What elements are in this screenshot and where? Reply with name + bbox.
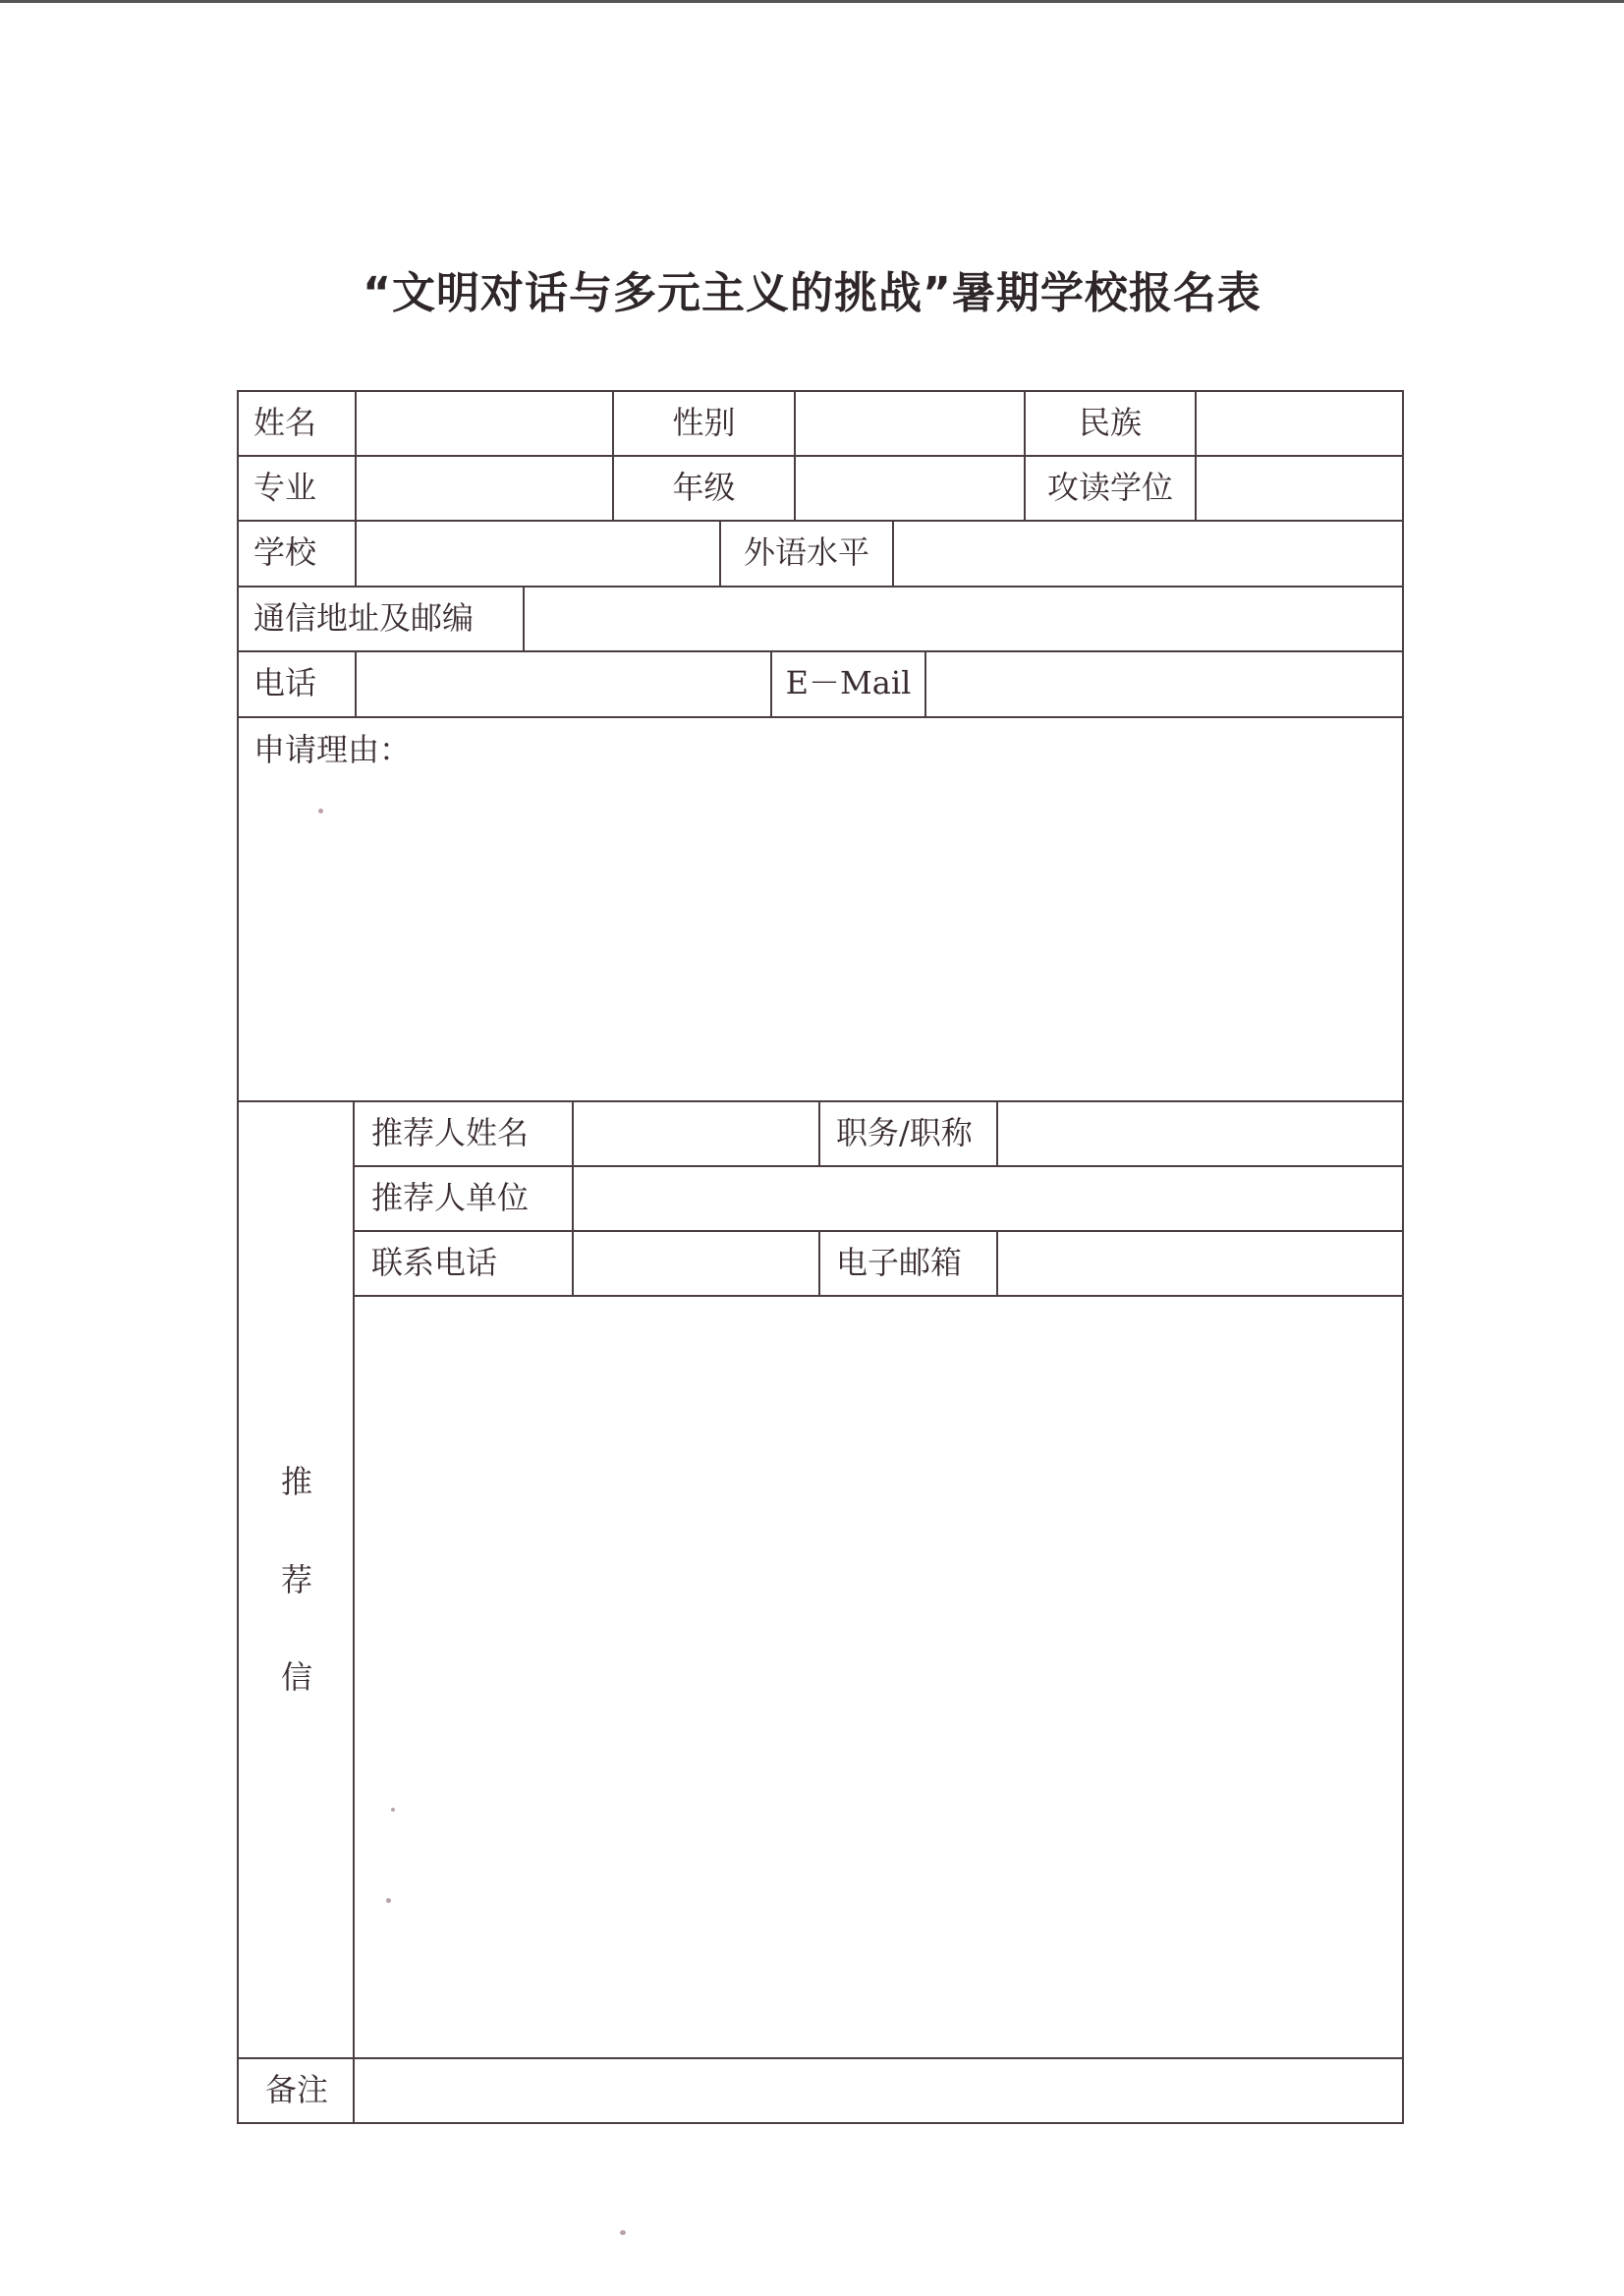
col-line xyxy=(818,1100,820,1166)
address-field[interactable] xyxy=(525,588,1402,650)
label-contact-email: 电子邮箱 xyxy=(836,1244,963,1281)
scan-edge-line xyxy=(0,0,1624,3)
scan-speck xyxy=(391,1808,395,1812)
ethnicity-field[interactable] xyxy=(1197,392,1402,455)
label-gender: 性别 xyxy=(672,404,736,441)
label-recommendation-char-2: 荐 xyxy=(281,1561,313,1598)
label-referee-name: 推荐人姓名 xyxy=(371,1114,530,1151)
label-referee-title: 职务/职称 xyxy=(836,1114,973,1151)
label-ethnicity: 民族 xyxy=(1078,404,1142,441)
school-field[interactable] xyxy=(357,522,719,586)
col-line xyxy=(818,1230,820,1297)
label-remarks: 备注 xyxy=(265,2071,329,2108)
scan-speck xyxy=(620,2230,626,2235)
referee-unit-field[interactable] xyxy=(574,1167,1402,1230)
contact-phone-field[interactable] xyxy=(574,1232,818,1295)
gender-field[interactable] xyxy=(796,392,1024,455)
referee-name-field[interactable] xyxy=(574,1102,818,1165)
label-referee-unit: 推荐人单位 xyxy=(371,1179,530,1216)
label-name: 姓名 xyxy=(253,404,317,441)
major-field[interactable] xyxy=(357,457,612,520)
label-recommendation-char-1: 推 xyxy=(281,1463,313,1500)
label-phone: 电话 xyxy=(253,664,317,701)
email-field[interactable] xyxy=(926,652,1402,716)
degree-field[interactable] xyxy=(1197,457,1402,520)
label-email: E－Mail xyxy=(785,664,912,701)
label-language-level: 外语水平 xyxy=(743,533,869,571)
label-reason: 申请理由： xyxy=(253,731,412,768)
label-grade: 年级 xyxy=(672,469,736,506)
label-address: 通信地址及邮编 xyxy=(253,599,475,637)
label-contact-phone: 联系电话 xyxy=(371,1244,498,1281)
label-major: 专业 xyxy=(253,469,317,506)
language-level-field[interactable] xyxy=(894,522,1402,586)
phone-field[interactable] xyxy=(357,652,770,716)
contact-email-field[interactable] xyxy=(998,1232,1402,1295)
grade-field[interactable] xyxy=(796,457,1024,520)
label-recommendation-char-3: 信 xyxy=(281,1658,313,1696)
recommendation-letter-field[interactable] xyxy=(355,1297,1402,2057)
table-bottom-border xyxy=(237,2122,1404,2124)
reason-field[interactable] xyxy=(239,776,1402,1100)
label-degree: 攻读学位 xyxy=(1046,469,1173,506)
form-title: “文明对话与多元主义的挑战”暑期学校报名表 xyxy=(363,268,1261,318)
referee-title-field[interactable] xyxy=(998,1102,1402,1165)
scan-speck xyxy=(318,809,323,813)
label-school: 学校 xyxy=(253,533,317,571)
scan-speck xyxy=(386,1898,391,1903)
remarks-field[interactable] xyxy=(355,2059,1402,2122)
row-line xyxy=(237,716,1404,718)
name-field[interactable] xyxy=(357,392,612,455)
